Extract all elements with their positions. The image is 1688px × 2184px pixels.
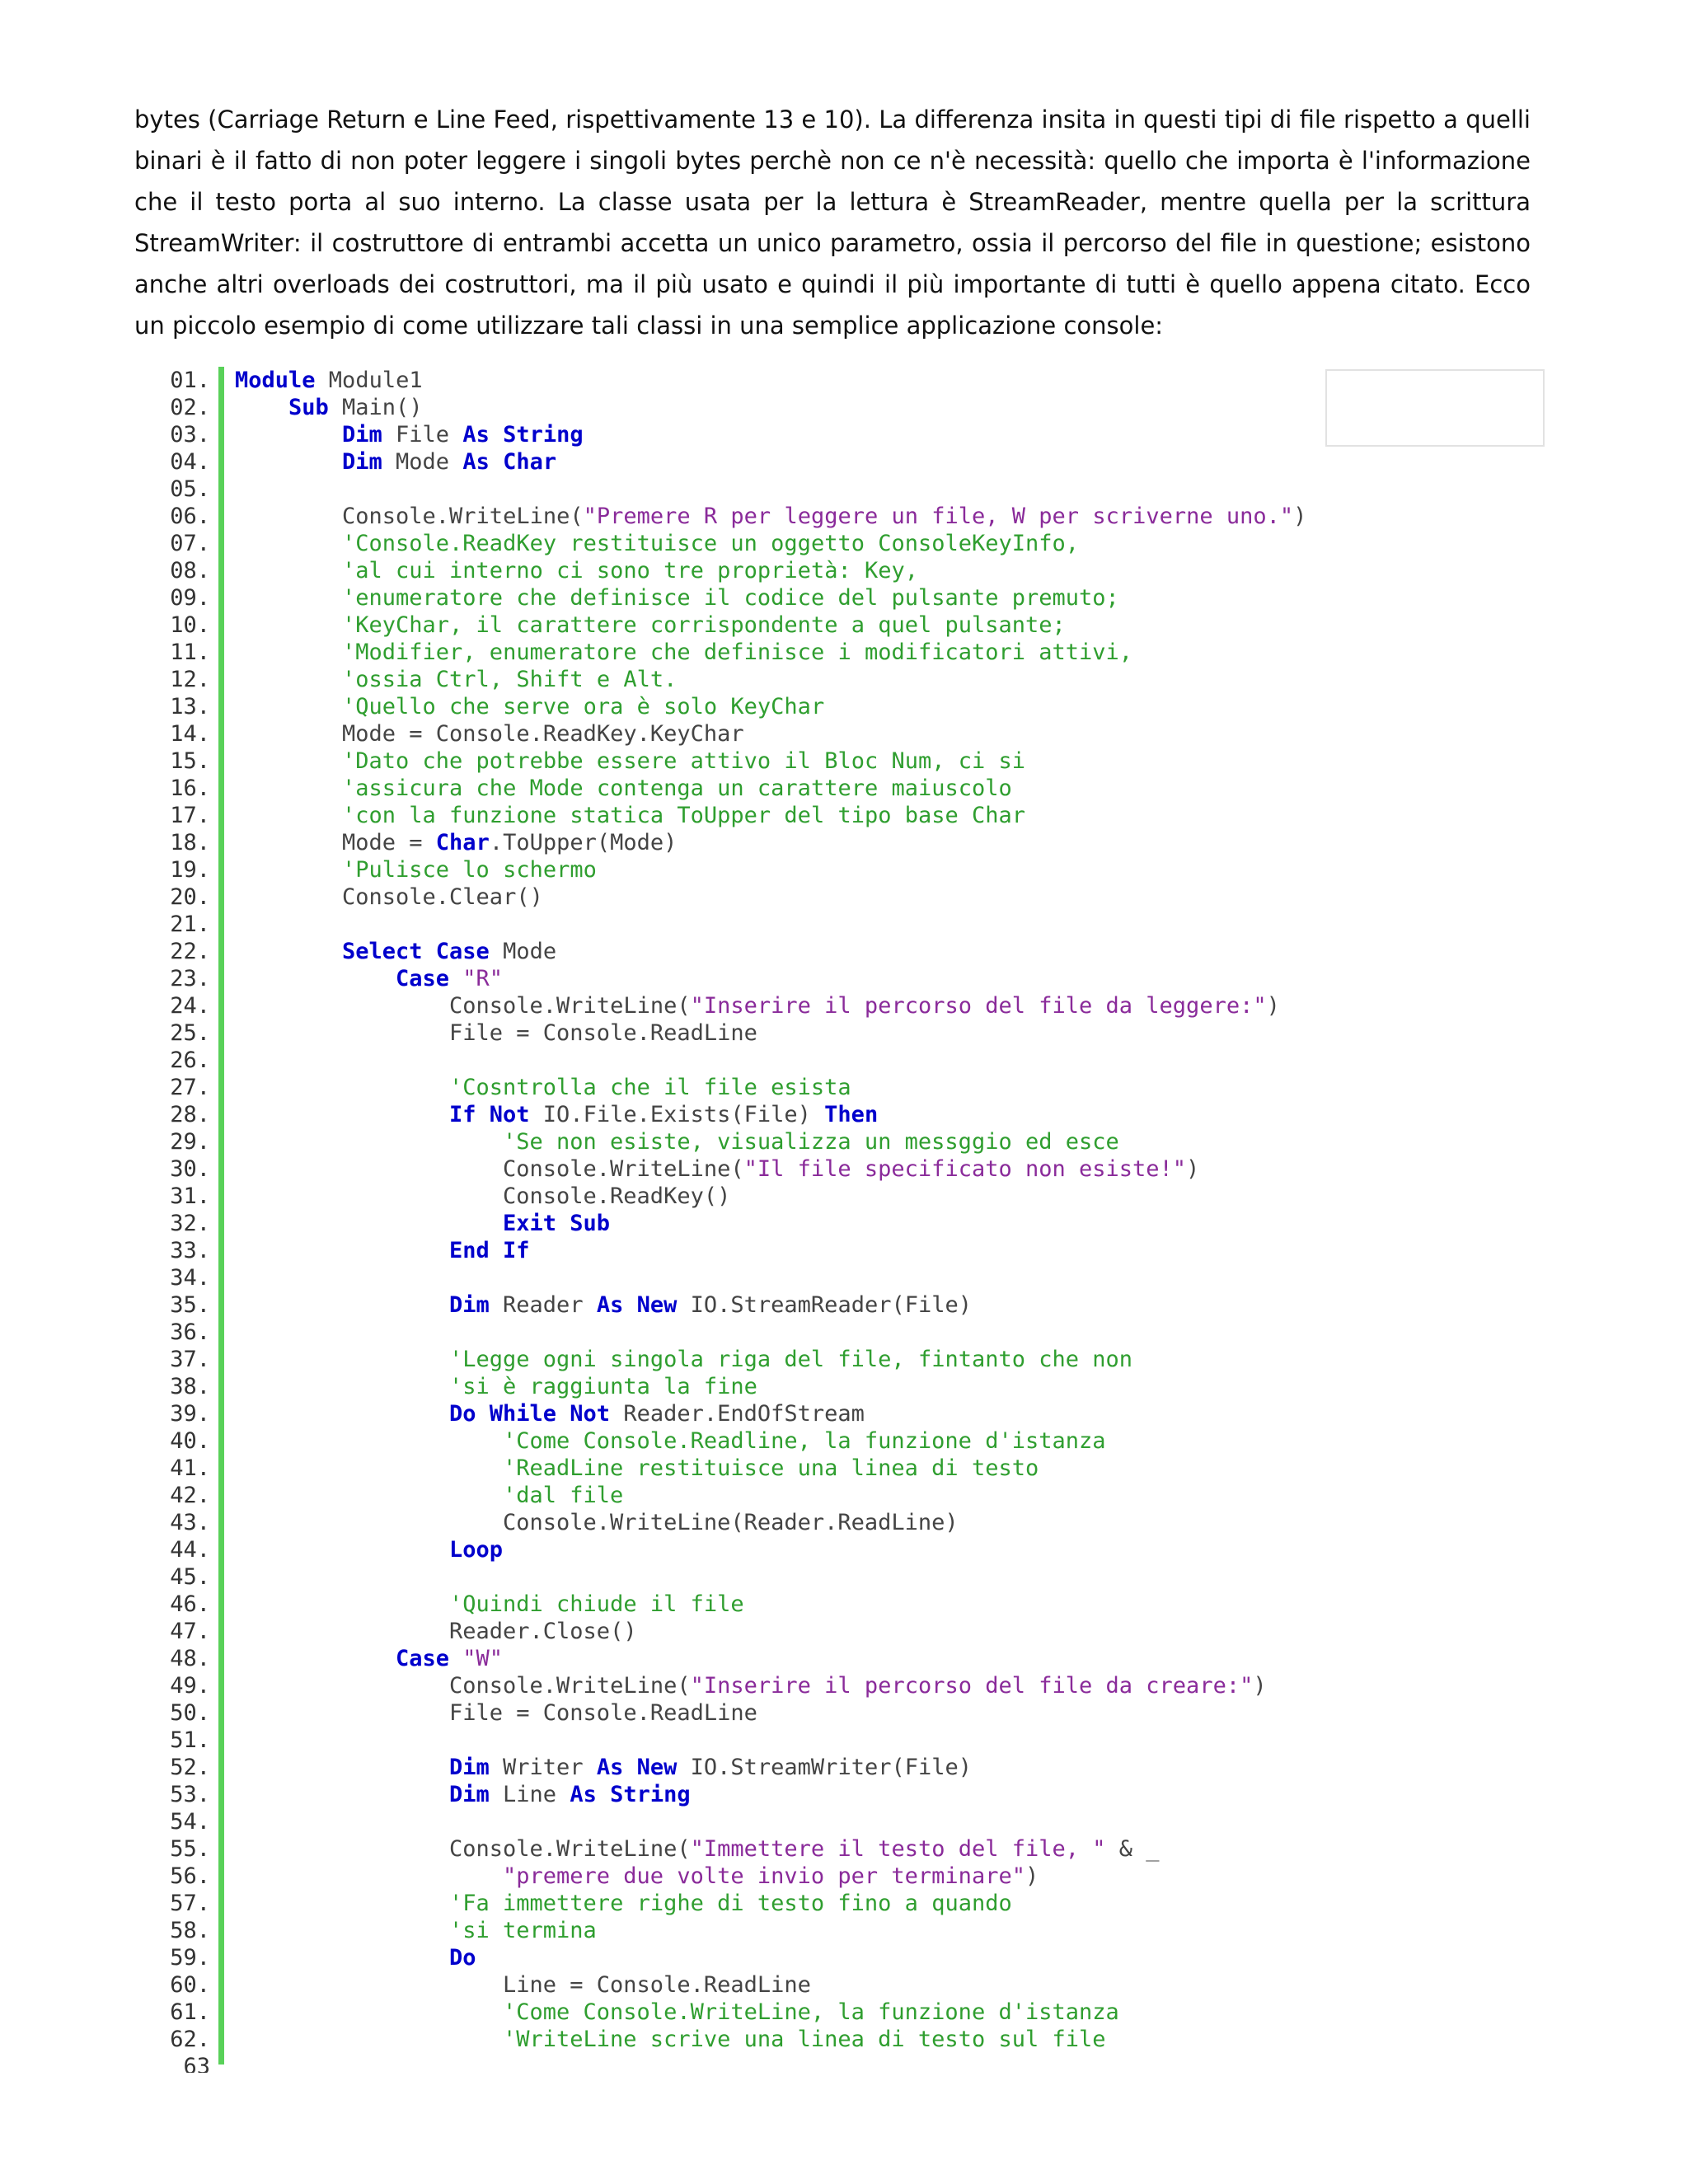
code-text <box>288 394 423 421</box>
code-token: 'Se non esiste, visualizza un messggio ed esce <box>503 1129 1119 1155</box>
code-token: Case <box>396 966 450 991</box>
code-token: 'ossia Ctrl, Shift e Alt. <box>342 667 678 692</box>
code-line <box>124 1291 972 1319</box>
code-line <box>124 1727 210 1754</box>
code-token: Then <box>824 1102 879 1127</box>
code-text <box>503 1863 1039 1890</box>
line-number: 27. <box>170 1075 210 1100</box>
code-token: Main() <box>328 395 423 420</box>
code-text <box>235 367 423 394</box>
code-line <box>124 1482 624 1509</box>
code-line <box>124 394 423 421</box>
code-line <box>124 775 1012 802</box>
line-number: 46. <box>170 1591 210 1617</box>
code-line <box>124 1699 757 1727</box>
code-token: 'dal file <box>503 1483 624 1508</box>
code-line <box>124 1645 504 1672</box>
code-text <box>342 856 597 883</box>
code-line <box>124 448 557 476</box>
code-token: ) <box>1025 1863 1039 1889</box>
code-text <box>503 1971 811 1999</box>
code-token: 'si è raggiunta la fine <box>449 1374 757 1399</box>
code-line <box>124 1264 210 1291</box>
code-token <box>449 966 462 991</box>
line-number: 47. <box>170 1619 210 1644</box>
code-token: Reader.EndOfStream <box>610 1401 865 1427</box>
line-number: 42. <box>170 1483 210 1508</box>
code-text <box>449 1835 1160 1863</box>
code-token: File <box>382 422 463 448</box>
line-number: 60. <box>170 1972 210 1998</box>
line-number: 51. <box>170 1727 210 1753</box>
code-line <box>124 612 1066 639</box>
line-number: 07. <box>170 531 210 556</box>
code-line <box>124 503 1307 530</box>
code-line <box>124 1101 879 1128</box>
code-text <box>342 557 918 584</box>
code-line <box>124 530 1080 557</box>
code-line <box>124 1346 1133 1373</box>
line-number: 21. <box>170 912 210 937</box>
code-text <box>503 1155 1199 1183</box>
code-token: Reader.Close() <box>449 1619 637 1644</box>
code-token: Mode = <box>342 830 436 855</box>
intro-paragraph: bytes (Carriage Return e Line Feed, rispettivamente 13 e 10). La differenza insita in questi tipi di file rispetto a quelli binari è il fatto di non poter leggere i singoli bytes perchè non ce n'è necessità: quello che importa è l'informazione che il testo porta al suo interno. La classe usata per la lettura è StreamReader, mentre quella per la scrittura StreamWriter: il costruttore di entrambi accetta un unico parametro, ossia il percorso del file in questione; esistono anche altri overloads dei costruttori, ma il più usato e quindi il più importante di tutti è quello appena citato. Ecco un piccolo esempio di come utilizzare tali classi in una semplice applicazione console: <box>134 105 1531 340</box>
line-number: 11. <box>170 640 210 665</box>
code-token: Writer <box>489 1755 597 1780</box>
code-text <box>342 666 677 693</box>
line-number: 41. <box>170 1455 210 1481</box>
code-text <box>449 1291 972 1319</box>
line-number: 02. <box>170 395 210 420</box>
line-number: 59. <box>170 1945 210 1971</box>
code-token: Console.WriteLine( <box>449 1673 691 1699</box>
line-number: 19. <box>170 857 210 883</box>
code-token: IO.StreamWriter(File) <box>677 1755 972 1780</box>
code-token: Line = Console.ReadLine <box>503 1972 811 1998</box>
code-token: Module1 <box>315 368 423 393</box>
code-line <box>124 829 678 856</box>
code-line <box>124 1781 691 1808</box>
code-text <box>449 1754 972 1781</box>
code-token: 'KeyChar, il carattere corrispondente a quel pulsante; <box>342 612 1066 638</box>
code-text <box>503 1509 959 1536</box>
code-line <box>124 748 1026 775</box>
code-token: Loop <box>449 1537 504 1563</box>
code-text <box>449 1890 1012 1917</box>
line-number: 33. <box>170 1238 210 1263</box>
code-token: Dim <box>449 1292 490 1318</box>
code-line <box>124 965 504 992</box>
code-token: 'Come Console.Readline, la funzione d'istanza <box>503 1428 1106 1454</box>
line-number: 53. <box>170 1782 210 1807</box>
line-number: 31. <box>170 1183 210 1209</box>
code-token: File = Console.ReadLine <box>449 1020 757 1046</box>
code-text <box>342 802 1025 829</box>
code-text <box>342 748 1025 775</box>
code-text <box>449 1618 637 1645</box>
line-number: 16. <box>170 776 210 801</box>
code-text <box>503 1183 730 1210</box>
line-number: 32. <box>170 1211 210 1236</box>
line-number: 34. <box>170 1265 210 1291</box>
code-token: 'si termina <box>449 1918 597 1943</box>
code-token: Mode <box>489 939 557 964</box>
line-number: 30. <box>170 1156 210 1182</box>
code-line <box>124 1155 1200 1183</box>
line-number: 17. <box>170 803 210 828</box>
code-token: Char <box>435 830 490 855</box>
code-token: Do While Not <box>449 1401 611 1427</box>
code-token: Console.Clear() <box>342 884 543 910</box>
code-token: ) <box>1253 1673 1267 1699</box>
code-token: End If <box>449 1238 530 1263</box>
line-number: 55. <box>170 1836 210 1862</box>
line-number: 39. <box>170 1401 210 1427</box>
code-token: "W" <box>462 1646 504 1671</box>
code-text <box>449 1074 851 1101</box>
code-token: 'Come Console.WriteLine, la funzione d'istanza <box>503 1999 1119 2025</box>
code-token: Console.ReadKey() <box>503 1183 731 1209</box>
line-number: 40. <box>170 1428 210 1454</box>
code-line <box>124 1319 210 1346</box>
code-text <box>449 1400 865 1427</box>
code-text <box>396 1645 503 1672</box>
code-line <box>124 911 210 938</box>
code-token: As New <box>596 1755 678 1780</box>
line-number: 04. <box>170 449 210 475</box>
code-token: Console.WriteLine( <box>449 993 691 1019</box>
code-line <box>124 367 423 394</box>
code-token: File = Console.ReadLine <box>449 1700 757 1726</box>
line-number: 43. <box>170 1510 210 1535</box>
code-listing <box>124 367 1541 2073</box>
code-line <box>124 1183 731 1210</box>
code-line <box>124 1754 972 1781</box>
code-token: As Char <box>462 449 557 475</box>
line-number: 63 <box>183 2054 210 2073</box>
code-text <box>342 503 1306 530</box>
code-line <box>124 1944 476 1971</box>
code-token: Dim <box>342 449 382 475</box>
line-number: 23. <box>170 966 210 991</box>
code-text <box>449 1237 530 1264</box>
code-token: 'Dato che potrebbe essere attivo il Bloc Num, ci si <box>342 748 1026 774</box>
code-line <box>124 1999 1119 2026</box>
code-token: 'al cui interno ci sono tre proprietà: Key, <box>342 558 918 583</box>
code-text <box>449 1699 757 1727</box>
line-number: 09. <box>170 585 210 611</box>
code-text <box>449 1944 476 1971</box>
code-line <box>124 1400 865 1427</box>
code-line <box>124 693 825 720</box>
code-text <box>449 1101 878 1128</box>
code-line <box>124 1210 611 1237</box>
code-token: Exit Sub <box>503 1211 611 1236</box>
code-line <box>124 1563 210 1591</box>
line-number: 37. <box>170 1347 210 1372</box>
code-token: IO.File.Exists(File) <box>529 1102 825 1127</box>
code-line <box>124 883 543 911</box>
code-line <box>124 1237 530 1264</box>
code-token: Console.WriteLine(Reader.ReadLine) <box>503 1510 959 1535</box>
code-token: Console.WriteLine( <box>503 1156 744 1182</box>
code-token: "premere due volte invio per terminare" <box>503 1863 1025 1889</box>
code-text <box>449 1536 503 1563</box>
code-token: 'Modifier, enumeratore che definisce i modificatori attivi, <box>342 640 1133 665</box>
code-token: Line <box>489 1782 570 1807</box>
code-text <box>449 1917 597 1944</box>
code-token: 'ReadLine restituisce una linea di testo <box>503 1455 1039 1481</box>
code-token: "Immettere il testo del file, " <box>690 1836 1106 1862</box>
line-number: 49. <box>170 1673 210 1699</box>
code-token: "R" <box>462 966 504 991</box>
line-number: 56. <box>170 1863 210 1889</box>
code-line <box>124 1591 744 1618</box>
line-number: 28. <box>170 1102 210 1127</box>
code-line <box>124 1074 851 1101</box>
code-line <box>124 1672 1267 1699</box>
line-number: 61. <box>170 1999 210 2025</box>
line-number: 36. <box>170 1319 210 1345</box>
line-number: 62. <box>170 2027 210 2052</box>
code-token: Dim <box>449 1782 490 1807</box>
code-line <box>124 1427 1106 1455</box>
code-line <box>124 1509 959 1536</box>
code-token: ) <box>1186 1156 1200 1182</box>
code-line <box>124 1971 811 1999</box>
code-token: "Premere R per leggere un file, W per scriverne uno." <box>583 504 1294 529</box>
code-line <box>124 992 1280 1019</box>
code-text <box>342 775 1012 802</box>
code-token: 'WriteLine scrive una linea di testo sul file <box>503 2027 1106 2052</box>
code-line <box>124 1047 210 1074</box>
line-number: 05. <box>170 476 210 502</box>
code-text <box>342 938 556 965</box>
line-number: 54. <box>170 1809 210 1835</box>
code-token: 'Console.ReadKey restituisce un oggetto ConsoleKeyInfo, <box>342 531 1080 556</box>
code-token: "Il file specificato non esiste!" <box>743 1156 1187 1182</box>
line-number: 25. <box>170 1020 210 1046</box>
code-text <box>342 693 824 720</box>
code-token: "Inserire il percorso del file da leggere:" <box>690 993 1267 1019</box>
code-line <box>124 938 557 965</box>
code-line <box>124 1373 757 1400</box>
code-line <box>124 1019 757 1047</box>
line-number: 10. <box>170 612 210 638</box>
code-line <box>124 639 1133 666</box>
code-line <box>124 2053 210 2073</box>
line-number: 06. <box>170 504 210 529</box>
code-token: 'Cosntrolla che il file esista <box>449 1075 851 1100</box>
code-token: ) <box>1266 993 1280 1019</box>
code-text <box>503 1128 1119 1155</box>
code-token <box>449 1646 462 1671</box>
code-text <box>503 1482 623 1509</box>
code-token: Sub <box>288 395 329 420</box>
code-token: Dim <box>342 422 382 448</box>
code-text <box>503 1999 1119 2026</box>
code-token: & _ <box>1105 1836 1160 1862</box>
code-token: Console.WriteLine( <box>449 1836 691 1862</box>
line-number: 01. <box>170 368 210 393</box>
code-line <box>124 2026 1106 2053</box>
code-line <box>124 1618 637 1645</box>
code-line <box>124 1128 1119 1155</box>
line-number: 13. <box>170 694 210 719</box>
code-token: Dim <box>449 1755 490 1780</box>
line-number: 03. <box>170 422 210 448</box>
code-line <box>124 1835 1160 1863</box>
code-line <box>124 666 678 693</box>
code-text <box>342 639 1132 666</box>
code-line <box>124 1808 210 1835</box>
code-token: 'con la funzione statica ToUpper del tipo base Char <box>342 803 1026 828</box>
code-text <box>342 584 1119 612</box>
code-token: Reader <box>489 1292 597 1318</box>
code-text <box>342 883 543 911</box>
line-number: 14. <box>170 721 210 747</box>
code-token: As String <box>462 422 584 448</box>
code-line <box>124 802 1026 829</box>
code-text <box>396 965 503 992</box>
code-text <box>503 1455 1039 1482</box>
code-text <box>449 1781 691 1808</box>
code-text <box>342 612 1066 639</box>
code-token: 'assicura che Mode contenga un carattere maiuscolo <box>342 776 1012 801</box>
line-number: 29. <box>170 1129 210 1155</box>
line-number: 20. <box>170 884 210 910</box>
code-text <box>449 1373 757 1400</box>
code-text <box>449 1672 1267 1699</box>
code-line <box>124 1890 1012 1917</box>
code-text <box>449 1346 1132 1373</box>
code-token: 'Pulisce lo schermo <box>342 857 597 883</box>
code-text <box>449 1591 744 1618</box>
code-text <box>449 992 1280 1019</box>
code-line <box>124 476 210 503</box>
code-line <box>124 584 1119 612</box>
code-token: 'Legge ogni singola riga del file, fintanto che non <box>449 1347 1133 1372</box>
code-line <box>124 1917 597 1944</box>
code-token: As New <box>596 1292 678 1318</box>
code-line <box>124 557 918 584</box>
line-number: 26. <box>170 1047 210 1073</box>
code-text <box>342 448 556 476</box>
code-token: Console.WriteLine( <box>342 504 584 529</box>
code-line <box>124 1863 1039 1890</box>
code-line <box>124 421 584 448</box>
code-text <box>503 1210 610 1237</box>
code-line <box>124 720 744 748</box>
code-gutter-bar <box>218 367 224 2064</box>
code-token: "Inserire il percorso del file da creare:" <box>690 1673 1254 1699</box>
line-number: 35. <box>170 1292 210 1318</box>
code-token: Mode <box>382 449 463 475</box>
code-token: .ToUpper(Mode) <box>489 830 678 855</box>
code-text <box>503 1427 1106 1455</box>
code-line <box>124 1536 504 1563</box>
code-token: Do <box>449 1945 476 1971</box>
code-line <box>124 856 597 883</box>
code-text <box>342 421 584 448</box>
code-token: Select Case <box>342 939 490 964</box>
line-number: 15. <box>170 748 210 774</box>
code-text <box>503 2026 1106 2053</box>
code-text <box>342 530 1079 557</box>
code-token: Mode = Console.ReadKey.KeyChar <box>342 721 744 747</box>
code-line <box>124 1455 1039 1482</box>
line-number: 22. <box>170 939 210 964</box>
code-text <box>449 1019 757 1047</box>
line-number: 48. <box>170 1646 210 1671</box>
line-number: 50. <box>170 1700 210 1726</box>
code-token: 'enumeratore che definisce il codice del pulsante premuto; <box>342 585 1119 611</box>
code-token: IO.StreamReader(File) <box>677 1292 972 1318</box>
line-number: 12. <box>170 667 210 692</box>
line-number: 45. <box>170 1564 210 1590</box>
code-token: As String <box>570 1782 691 1807</box>
code-text <box>342 720 744 748</box>
code-text <box>342 829 677 856</box>
code-token: 'Quello che serve ora è solo KeyChar <box>342 694 825 719</box>
code-token: 'Quindi chiude il file <box>449 1591 744 1617</box>
line-number: 18. <box>170 830 210 855</box>
line-number: 52. <box>170 1755 210 1780</box>
line-number: 08. <box>170 558 210 583</box>
line-number: 24. <box>170 993 210 1019</box>
code-token: 'Fa immettere righe di testo fino a quando <box>449 1891 1012 1916</box>
code-token: Module <box>235 368 316 393</box>
line-number: 38. <box>170 1374 210 1399</box>
line-number: 58. <box>170 1918 210 1943</box>
code-token: Case <box>396 1646 450 1671</box>
line-number: 44. <box>170 1537 210 1563</box>
line-number: 57. <box>170 1891 210 1916</box>
code-token: If Not <box>449 1102 530 1127</box>
code-token: ) <box>1293 504 1307 529</box>
